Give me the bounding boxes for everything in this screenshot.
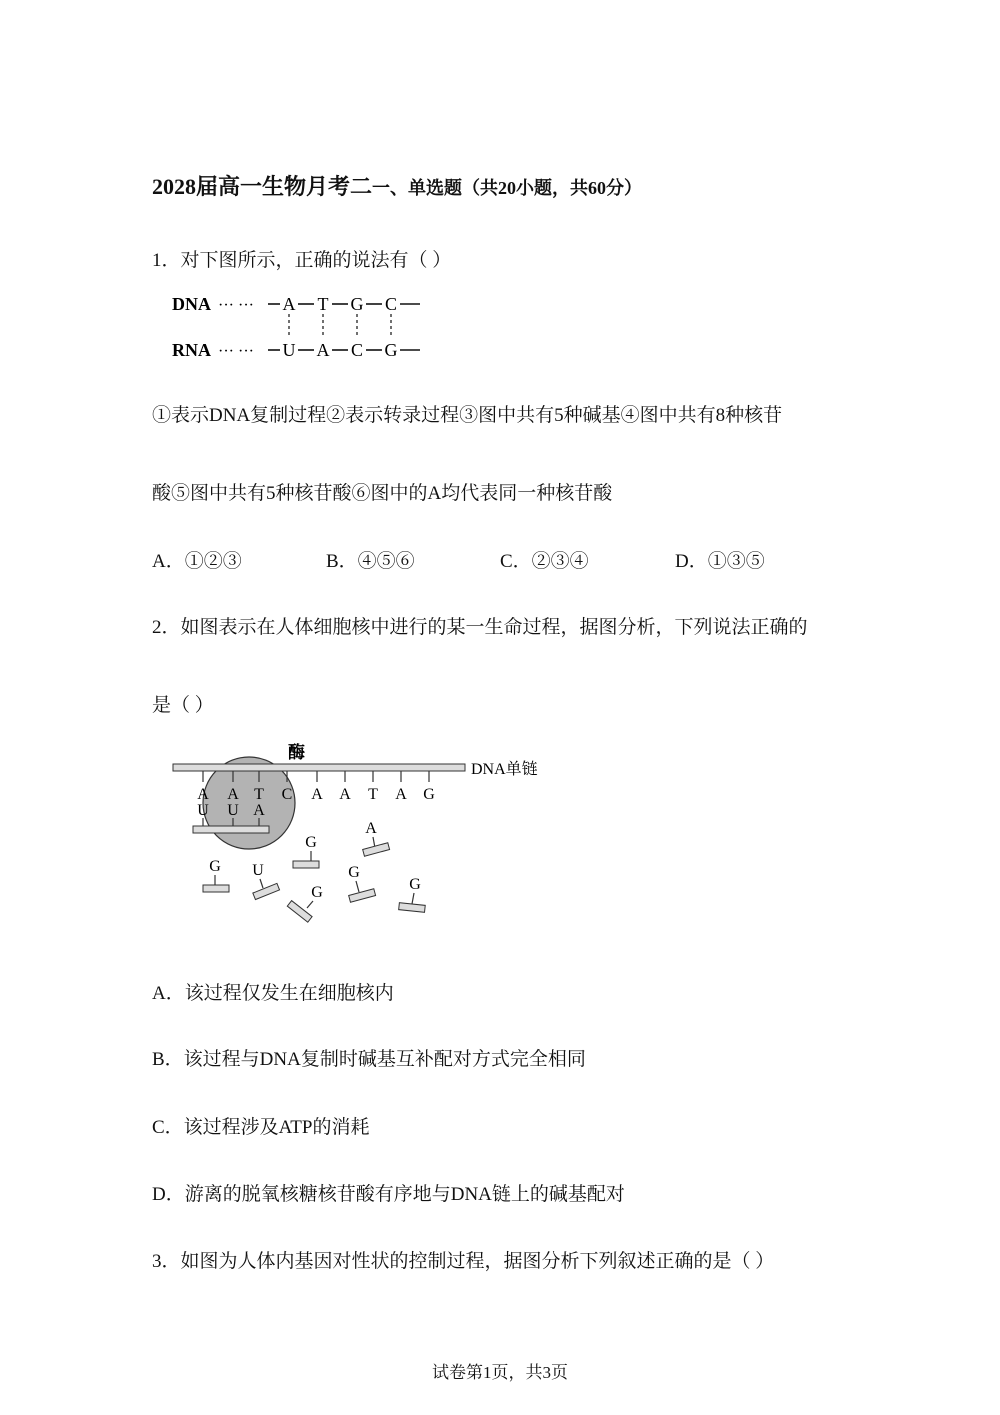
free-nucleotide xyxy=(348,864,375,902)
q1-rna-dots: ··· ··· xyxy=(218,343,254,360)
section-heading: 一、单选题（共20小题，共60分） xyxy=(372,178,643,198)
q1-statements-line1: ①表示DNA复制过程②表示转录过程③图中共有5种碱基④图中共有8种核苷 xyxy=(152,405,783,426)
q2-rna-base: A xyxy=(253,802,265,819)
q1-dna-base: A xyxy=(282,294,296,314)
q2-option-a[interactable]: A．该过程仅发生在细胞核内 xyxy=(152,983,394,1004)
q2-dna-base: T xyxy=(254,786,264,803)
q1-figure xyxy=(168,288,438,363)
svg-text:G: G xyxy=(348,864,360,881)
free-nucleotide xyxy=(287,884,323,922)
q2-dna-base: T xyxy=(368,786,378,803)
free-nucleotide xyxy=(293,834,319,868)
exam-title xyxy=(152,170,642,201)
dna-strand-label: DNA单链 xyxy=(471,761,538,778)
free-nucleotide xyxy=(252,862,279,900)
free-nucleotide xyxy=(363,820,390,856)
q1-dna-base: T xyxy=(317,294,329,314)
q1-option-d[interactable]: D．①③⑤ xyxy=(675,551,765,572)
svg-text:G: G xyxy=(305,834,317,851)
q1-statements-line2: 酸⑤图中共有5种核苷酸⑥图中的A均代表同一种核苷酸 xyxy=(152,483,613,504)
svg-text:G: G xyxy=(311,884,323,901)
q2-dna-base: C xyxy=(281,786,293,803)
q1-rna-base: G xyxy=(384,340,398,360)
q2-option-d[interactable]: D．游离的脱氧核糖核苷酸有序地与DNA链上的碱基配对 xyxy=(152,1184,625,1205)
svg-text:G: G xyxy=(209,858,221,875)
exam-title-main: 2028届高一生物月考二 xyxy=(152,174,373,199)
q2-option-b[interactable]: B．该过程与DNA复制时碱基互补配对方式完全相同 xyxy=(152,1049,586,1070)
q1-option-a[interactable]: A．①②③ xyxy=(152,551,242,572)
enzyme-label: 酶 xyxy=(288,743,305,762)
q1-rna-label: RNA xyxy=(172,340,211,360)
q1-rna-base: C xyxy=(350,340,364,360)
free-nucleotide xyxy=(203,858,229,892)
dna-strand-bar xyxy=(173,764,465,771)
q2-dna-base: A xyxy=(227,786,239,803)
q2-rna-base: U xyxy=(227,802,239,819)
q1-dna-dots: ··· ··· xyxy=(218,297,254,314)
q2-dna-base: A xyxy=(311,786,323,803)
q2-option-c[interactable]: C．该过程涉及ATP的消耗 xyxy=(152,1117,370,1138)
q2-rna-base: U xyxy=(197,802,209,819)
q1-rna-base: U xyxy=(282,340,296,360)
free-nucleotide xyxy=(399,876,426,912)
q3-stem: 3．如图为人体内基因对性状的控制过程，据图分析下列叙述正确的是（ ） xyxy=(152,1251,775,1272)
q1-stem: 1．对下图所示，正确的说法有（ ） xyxy=(152,250,452,271)
rna-strand-bar xyxy=(193,826,269,833)
q2-figure xyxy=(165,738,565,928)
q2-dna-base: G xyxy=(423,786,435,803)
svg-text:U: U xyxy=(252,862,264,879)
q1-option-b[interactable]: B．④⑤⑥ xyxy=(326,551,415,572)
q2-dna-base: A xyxy=(197,786,209,803)
q2-dna-base: A xyxy=(339,786,351,803)
svg-text:G: G xyxy=(409,876,421,893)
q1-dna-base: G xyxy=(350,294,364,314)
q1-option-c[interactable]: C．②③④ xyxy=(500,551,589,572)
q2-dna-base: A xyxy=(395,786,407,803)
svg-text:A: A xyxy=(365,820,377,837)
page-footer: 试卷第1页，共3页 xyxy=(432,1363,568,1382)
q1-dna-base: C xyxy=(384,294,398,314)
q2-stem-line2: 是（ ） xyxy=(152,695,214,716)
q1-dna-label: DNA xyxy=(172,294,211,314)
q2-stem-line1: 2．如图表示在人体细胞核中进行的某一生命过程，据图分析，下列说法正确的 xyxy=(152,617,808,638)
q1-rna-base: A xyxy=(316,340,330,360)
